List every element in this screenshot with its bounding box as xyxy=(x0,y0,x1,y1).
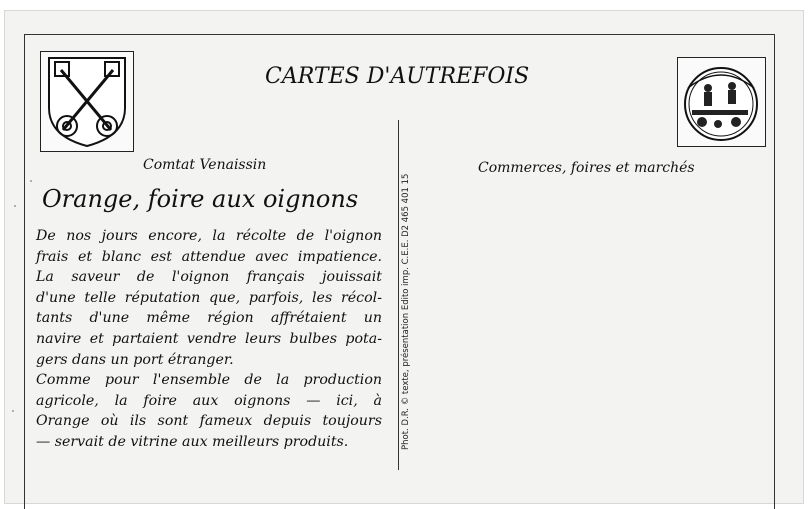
paper-speck xyxy=(12,410,14,412)
center-divider xyxy=(398,120,399,470)
page-title: CARTES D'AUTREFOIS xyxy=(265,64,530,89)
text-line: La saveur de l'oignon français jouissait xyxy=(36,269,382,286)
text-line: Orange où ils sont fameux depuis toujours xyxy=(36,413,382,430)
photo-credit: Phot. D.R. © texte, présentation Edito imp. C.E.E. D2 465 401 15 xyxy=(401,173,411,450)
market-scene-icon xyxy=(677,57,766,147)
text-line: frais et blanc est attendue avec impatience. xyxy=(36,248,382,265)
coat-of-arms-icon xyxy=(40,51,134,152)
description-text xyxy=(36,226,382,453)
series-subheading: Commerces, foires et marchés xyxy=(478,160,695,176)
text-line: — servait de vitrine aux meilleurs produits. xyxy=(36,433,349,450)
text-line: Comme pour l'ensemble de la production xyxy=(36,372,382,389)
text-line: tants d'une même région affrétaient un xyxy=(36,310,382,327)
text-line: agricole, la foire aux oignons — ici, à xyxy=(36,392,382,409)
text-line: navire et partaient vendre leurs bulbes pota- xyxy=(36,330,382,347)
card-heading: Orange, foire aux oignons xyxy=(42,185,359,213)
paper-speck xyxy=(30,180,32,182)
text-line: gers dans un port étranger. xyxy=(36,351,234,368)
text-line: d'une telle réputation que, parfois, les récol- xyxy=(36,289,382,306)
text-line: De nos jours encore, la récolte de l'oignon xyxy=(36,228,382,244)
paper-speck xyxy=(14,205,16,207)
region-label: Comtat Venaissin xyxy=(143,157,267,173)
